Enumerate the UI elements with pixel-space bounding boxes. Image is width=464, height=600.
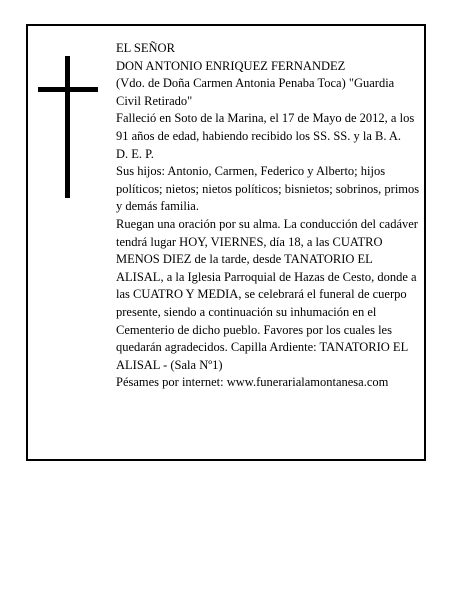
funeral-arrangements: Ruegan una oración por su alma. La conducción del cadáver tendrá lugar HOY, VIERNES, día 18, a las CUATRO MENOS DIEZ de la tarde, desde TANATORIO EL ALISAL, a la Iglesia Parroquial de Hazas de Cesto, donde a las CUATRO Y MEDIA, se celebrará el funeral de cuerpo presente, siendo a continuación su inhumación en el Cementerio de dicho pueblo. Favores por los cuales les quedarán agradecidos. Capilla Ardiente: TANATORIO EL ALISAL - (Sala Nº1) (116, 216, 418, 372)
family-mourners: Sus hijos: Antonio, Carmen, Federico y Alberto; hijos políticos; nietos; nietos políticos; bisnietos; sobrinos, primos y demás familia. (116, 164, 420, 214)
cross-horizontal-bar (38, 87, 98, 92)
obituary-text (116, 40, 421, 392)
obituary-notice (26, 24, 426, 461)
deceased-name: DON ANTONIO ENRIQUEZ FERNANDEZ (116, 58, 346, 73)
widower-and-title: (Vdo. de Doña Carmen Antonia Penaba Toca) "Guardia Civil Retirado" (116, 76, 395, 108)
cross-icon (38, 56, 98, 198)
death-details: Falleció en Soto de la Marina, el 17 de Mayo de 2012, a los 91 años de edad, habiendo recibido los SS. SS. y la B. A. (116, 111, 415, 143)
honorific: EL SEÑOR (116, 41, 175, 55)
cross-vertical-bar (65, 56, 70, 198)
rip-line: D. E. P. (116, 146, 154, 161)
online-condolences: Pésames por internet: www.funerarialamontanesa.com (116, 375, 389, 390)
